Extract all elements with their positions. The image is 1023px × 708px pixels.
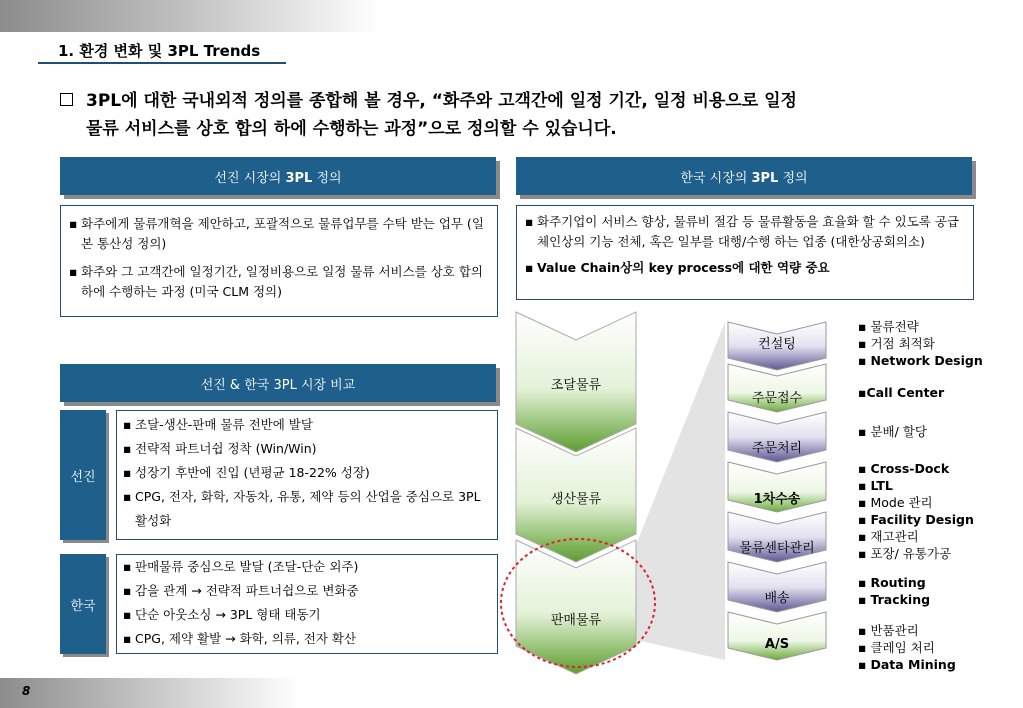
detail-item: LTL — [870, 478, 893, 493]
detail-item: 재고관리 — [870, 529, 919, 544]
page-number: 8 — [22, 684, 31, 698]
list-item: ▪ 화주에게 물류개혁을 제안하고, 포괄적으로 물류업무를 수탁 받는 업무 (일본 통산성 정의) — [67, 214, 489, 254]
intro-line-2: 물류 서비스를 상호 합의 하에 수행하는 과정”으로 정의할 수 있습니다. — [86, 119, 617, 139]
detail-item: 거점 최적화 — [870, 336, 935, 351]
step-label: 물류센타관리 — [739, 541, 815, 556]
list-item: ▪ 판매물류 중심으로 발달 (조달-단순 외주) — [121, 555, 491, 579]
list-item: ▪ 전략적 파트너쉽 정착 (Win/Win) — [121, 437, 491, 461]
footer-decor-bar — [0, 678, 300, 708]
detail-item: Network Design — [870, 353, 983, 368]
advanced-label: 선진 — [60, 410, 106, 540]
detail-group-order-receipt: ▪Call Center — [858, 385, 945, 400]
detail-item: Data Mining — [870, 657, 956, 672]
detail-item: 분배/ 할당 — [870, 424, 927, 439]
list-item: ▪ CPG, 제약 활발 → 화학, 의류, 전자 확산 — [121, 627, 491, 651]
step-label: 컨설팅 — [758, 337, 796, 352]
list-item: ▪ 성장기 후반에 진입 (년평균 18-22% 성장) — [121, 461, 491, 485]
header-text: 한국 시장의 3PL 정의 — [680, 170, 808, 186]
detail-item: 반품관리 — [870, 623, 919, 638]
list-item: ▪ 감을 관계 → 전략적 파트너쉽으로 변화중 — [121, 579, 491, 603]
detail-group-order-processing: ▪ 분배/ 할당 — [858, 424, 927, 439]
stage-label-procurement: 조달물류 — [550, 378, 602, 393]
detail-item: 클레임 처리 — [870, 640, 935, 655]
step-after-service — [728, 612, 826, 660]
detail-item: Mode 관리 — [870, 495, 933, 510]
header-text: 선진 시장의 3PL 정의 — [214, 170, 342, 186]
detail-item: Facility Design — [870, 512, 974, 527]
connector-wedge — [636, 322, 725, 660]
detail-group-after-service: ▪ 반품관리 ▪ 클레임 처리 ▪ Data Mining — [858, 623, 956, 672]
detail-item: Routing — [870, 575, 926, 590]
detail-item: 포장/ 유통가공 — [870, 546, 952, 561]
detail-item: Tracking — [870, 592, 931, 607]
detail-item: 물류전략 — [870, 319, 919, 334]
step-label: 주문접수 — [751, 391, 803, 406]
list-item: ▪ Value Chain상의 key process에 대한 역량 중요 — [523, 258, 965, 278]
korea-label: 한국 — [60, 554, 106, 654]
list-item: ▪ 단순 아웃소싱 → 3PL 형태 태동기 — [121, 603, 491, 627]
stage-label-production: 생산물류 — [550, 492, 602, 507]
stage-label-sales: 판매물류 — [550, 613, 602, 628]
list-item: ▪ 화주와 그 고객간에 일정기간, 일정비용으로 일정 물류 서비스를 상호 합의하에 수행하는 과정 (미국 CLM 정의) — [67, 262, 489, 302]
section-title: 1. 환경 변화 및 3PL Trends — [58, 42, 261, 60]
detail-group-delivery: ▪ Routing ▪ Tracking — [858, 575, 931, 607]
step-label: A/S — [764, 637, 790, 652]
list-item: ▪ 화주기업이 서비스 향상, 물류비 절감 등 물류활동을 효율화 할 수 있도록 공급체인상의 기능 전체, 혹은 일부를 대행/수행 하는 업종 (대한상공회의소) — [523, 212, 965, 252]
step-label: 1차수송 — [753, 492, 801, 507]
list-item: ▪ 조달-생산-판매 물류 전반에 발달 — [121, 413, 491, 437]
detail-item: Call Center — [866, 385, 945, 400]
list-item: ▪ CPG, 전자, 화학, 자동차, 유통, 제약 등의 산업을 중심으로 3PL 활성화 — [121, 485, 491, 533]
detail-group-consulting: ▪ 물류전략 ▪ 거점 최적화 ▪ Network Design — [858, 319, 983, 368]
header-text: 선진 & 한국 3PL 시장 비교 — [200, 377, 356, 393]
step-label: 주문처리 — [751, 441, 803, 456]
detail-group-transport-center: ▪ Cross-Dock ▪ LTL ▪ Mode 관리 ▪ Facility Design ▪ 재고관리 ▪ 포장/ 유통가공 — [858, 461, 974, 561]
intro-line-1: 3PL에 대한 국내외적 정의를 종합해 볼 경우, “화주와 고객간에 일정 기간, 일정 비용으로 일정 — [86, 91, 797, 111]
step-label: 배송 — [764, 591, 790, 606]
detail-item: Cross-Dock — [870, 461, 950, 476]
